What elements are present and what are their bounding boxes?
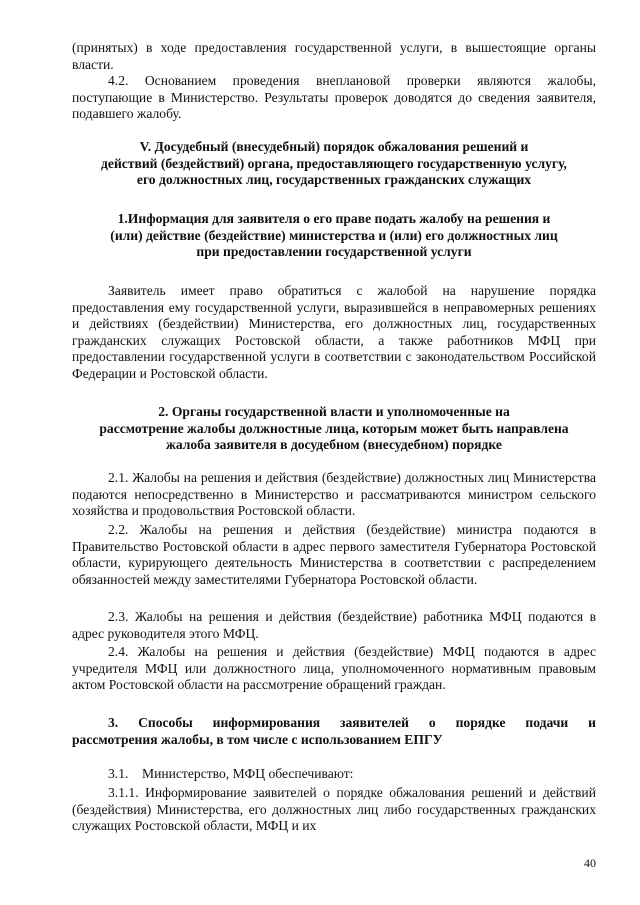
- heading-word: заявителей: [340, 715, 410, 730]
- subsection-2-heading-line: 2. Органы государственной власти и уполномоченные на: [158, 404, 510, 419]
- subsection-3-heading: [72, 715, 596, 748]
- subsection-1-heading-line: при предоставлении государственной услуги: [196, 244, 472, 259]
- paragraph-2-1: 2.1. Жалобы на решения и действия (бездействие) должностных лиц Министерства подаются непосредственно в Министерство и рассматриваются министром сельского хозяйства и продовольствия Ростовской области.: [72, 470, 596, 518]
- paragraph-3-1: 3.1. Министерство, МФЦ обеспечивают:: [108, 766, 354, 781]
- subsection-1-heading-line: 1.Информация для заявителя о его праве подать жалобу на решения и: [117, 211, 551, 226]
- section-v-heading: [72, 139, 596, 189]
- subsection-3-heading-line: [72, 715, 596, 732]
- paragraph-continuation: (принятых) в ходе предоставления государственной услуги, в вышестоящие органы власти.: [72, 40, 596, 72]
- subsection-3-heading-line: рассмотрения жалобы, в том числе с использованием ЕПГУ: [72, 731, 443, 747]
- paragraph-3-1-1: 3.1.1. Информирование заявителей о порядке обжалования решений и действий (бездействия) Министерства, его должностных лиц либо государственных гражданских служащих Ростовской области, МФЦ и их: [72, 785, 596, 833]
- subsection-2-heading-line: жалоба заявителя в досудебном (внесудебном) порядке: [166, 437, 502, 452]
- paragraph-complaint-right: Заявитель имеет право обратиться с жалобой на нарушение порядка предоставления ему государственной услуги, выразившейся в неправомерных решениях и действиях (бездействии) Министерства, его должностных лиц, государственных гражданских служащих Ростовской области, а также работников МФЦ при предоставлении государственной услуги в соответствии с законодательством Российской Федерации и Ростовской области.: [72, 283, 596, 381]
- section-v-heading-line: его должностных лиц, государственных гражданских служащих: [136, 172, 532, 187]
- subsection-2-heading-line: рассмотрение жалобы должностные лица, которым может быть направлена: [99, 420, 569, 436]
- paragraph-4-2: 4.2. Основанием проведения внеплановой проверки являются жалобы, поступающие в Министерство. Результаты проверок доводятся до сведения заявителя, подавшего жалобу.: [72, 73, 596, 121]
- section-v-heading-line: V. Досудебный (внесудебный) порядок обжалования решений и: [139, 139, 529, 154]
- heading-word: о: [428, 715, 436, 730]
- paragraph-2-2: 2.2. Жалобы на решения и действия (бездействие) министра подаются в Правительство Ростовской области в адрес первого заместителя Губернатора Ростовской области, курирующего деятельность Министерства в соответствии с распределением обязанностей между заместителями Губернатора Ростовской области.: [72, 522, 596, 587]
- paragraph-2-4: 2.4. Жалобы на решения и действия (бездействие) МФЦ подаются в адрес учредителя МФЦ или должностного лица, уполномоченного нормативным правовым актом Ростовской области на рассмотрение обращений граждан.: [72, 644, 596, 692]
- heading-word: информирования: [212, 715, 321, 730]
- subsection-1-heading: [72, 211, 596, 261]
- subsection-1-heading-line: (или) действие (бездействие) министерства и (или) его должностных лиц: [110, 227, 558, 243]
- section-v-heading-line: действий (бездействий) органа, предоставляющего государственную услугу,: [101, 155, 567, 171]
- heading-word: подачи: [525, 715, 569, 730]
- heading-word: 3.: [108, 715, 119, 730]
- heading-word: Способы: [138, 715, 193, 730]
- page-number: 40: [584, 856, 596, 870]
- paragraph-2-3: 2.3. Жалобы на решения и действия (бездействие) работника МФЦ подаются в адрес руководителя этого МФЦ.: [72, 609, 596, 641]
- subsection-2-heading: [72, 404, 596, 454]
- heading-word: порядке: [455, 715, 506, 730]
- heading-word: и: [588, 715, 596, 730]
